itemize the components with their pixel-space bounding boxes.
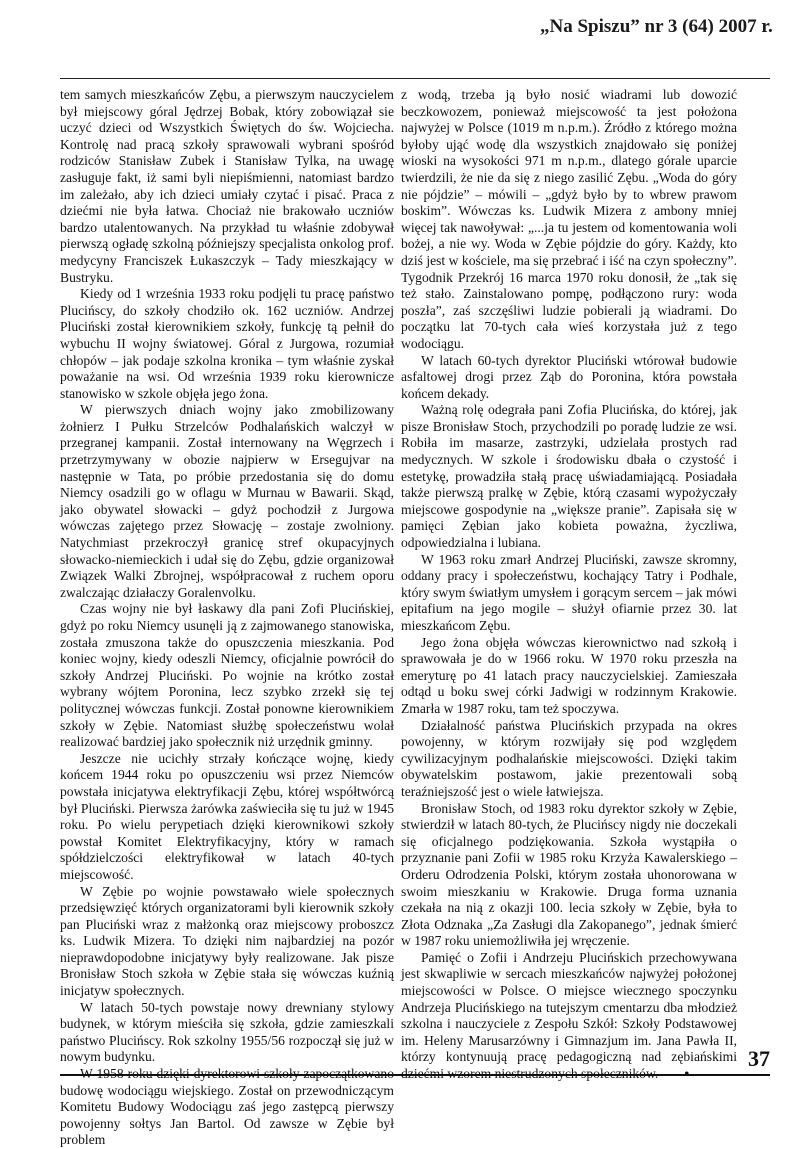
paragraph-text: Pamięć o Zofii i Andrzeju Plucińskich przechowywana jest skwapliwie w sercach mieszkańców najwyżej położonej miejscowości w Polsce. O miejsce wiecznego spoczynku Andrzeja Plucińskiego na tutejszym cmentarzu dba młodzież szkolna i nauczyciele z Zespołu Szkół: Szkoły Podstawowej im. Heleny Marusarzówny i Gimnazjum im. Jana Pawła II, którzy kontynuują pracę pedagogiczną nad zębiańskimi dziećmi wzorem niestrudzonych społeczników. (401, 949, 737, 1082)
paragraph: Jeszcze nie ucichły strzały kończące wojnę, kiedy końcem 1944 roku po opuszczeniu wsi przez Niemców powstała inicjatywa elektryfikacji Zębu, której współtwórcą był Pluciński. Pierwsza żarówka zaświeciła się tu już w 1945 roku. Po wielu perypetiach dzięki kierownikowi szkoły powstał Komitet Elektryfikacyjny, który w ramach spółdzielczości elektryfikował w latach 40-tych miejscowość. (60, 750, 394, 882)
paragraph: Działalność państwa Plucińskich przypada na okres powojenny, w którym rozwijały się pod względem cywilizacyjnym podhalańskie miejscowości. Dzięki takim obywatelskim postawom, jakie prezentowali sobą teraźniejszość jest o wiele łatwiejsza. (401, 717, 737, 799)
paragraph: Ważną rolę odegrała pani Zofia Plucińska, do której, jak pisze Bronisław Stoch, przychodzili po poradę ludzie ze wsi. Robiła im masarze, zastrzyki, udzielała prostych rad medycznych. W szkole i środowisku dbała o czystość i estetykę, prowadziła stałą pracę uświadamiającą. Posiadała także pierwszą pralkę w Zębie, którą czasami wypożyczały miejscowe gospodynie na „większe pranie”. Zapisała się w pamięci Zębian jako kobieta poważna, życzliwa, odpowiedzialna i lubiana. (401, 402, 737, 551)
paragraph: W latach 60-tych dyrektor Pluciński wtórował budowie asfaltowej drogi przez Ząb do Poronina, która powstała końcem dekady. (401, 352, 737, 401)
paragraph: Bronisław Stoch, od 1983 roku dyrektor szkoły w Zębie, stwierdził w latach 80-tych, że Plucińscy nigdy nie doczekali się oficjalnego podziękowania. Szkoła wystąpiła o przyznanie pani Zofii w 1985 roku Krzyża Kawalerskiego – Orderu Odrodzenia Polski, którym została uhonorowana w swoim mieszkaniu w Krakowie. Druga forma uznania czekała na nią z okazji 100. lecia szkoły w Zębie, była to Złota Odznaka „Za Zasługi dla Zakopanego”, jednak śmierć w 1987 roku uniemożliwiła jej wręczenie. (401, 800, 737, 949)
end-of-article-mark: • (684, 1066, 690, 1082)
paragraph: W Zębie po wojnie powstawało wiele społecznych przedsięwzięć których organizatorami byli kierownik szkoły pan Pluciński wraz z małżonką oraz miejscowy proboszcz ks. Ludwik Mizera. To dzięki nim najbardziej na pozór nieprawdopodobne inicjatywy były realizowane. Jak pisze Bronisław Stoch szkoła w Zębie stała się wówczas kuźnią inicjatyw społecznych. (60, 883, 394, 999)
paragraph: z wodą, trzeba ją było nosić wiadrami lub dowozić beczkowozem, ponieważ miejscowość ta jest położona najwyżej w Polsce (1019 m n.p.m.). Źródło z którego można byłoby ująć wodę dla wszystkich znajdowało się poniżej wioski na wysokości 971 m n.p.m., dlatego górale uparcie twierdzili, że nie da się z niego zasilić Zębu. „Woda do góry nie pójdzie” – mówili – „gdyż było by to wbrew prawom boskim”. Wówczas ks. Ludwik Mizera z ambony mniej więcej tak nawoływał: „...ja tu jestem od komentowania woli bożej, a nie wy. Woda w Zębie pójdzie do góry. Każdy, kto dziś jest w kościele, ma się przebrać i iść na czyn społeczny”. Tygodnik Przekrój 16 marca 1970 roku donosił, że „tak się też stało. Zainstalowano pompę, podłączono rury: woda poszła”, zaś szczęśliwi ludzie pobierali ją wiadrami. Do początku lat 70-tych cała wieś korzystała już z tego wodociągu. (401, 87, 737, 351)
paragraph: Czas wojny nie był łaskawy dla pani Zofi Plucińskiej, gdyż po roku Niemcy usunęli ją z zajmowanego stanowiska, została zmuszona także do opuszczenia mieszkania. Pod koniec wojny, kiedy odeszli Niemcy, oficjalnie powrócił do szkoły Andrzej Pluciński. Po wojnie na krótko został wybrany wójtem Poronina, lecz szybko zrzekł się tej politycznej wówczas funkcji. Został ponowne kierownikiem szkoły w Zębie. Natomiast służbę społeczeństwu wolał realizować bardziej jako społecznik niż urzędnik gminny. (60, 601, 394, 750)
footer-rule (60, 1074, 770, 1076)
paragraph: Kiedy od 1 września 1933 roku podjęli tu pracę państwo Plucińscy, do szkoły chodziło ok. 162 uczniów. Andrzej Pluciński został kierownikiem szkoły, funkcję tą pełnił do wybuchu II wojny światowej. Góral z Jurgowa, rozumiał chłopów – jak podaje szkolna kronika – tym właśnie zyskał poważanie na wsi. Od września 1939 roku kierownicze stanowisko w szkole objęła jego żona. (60, 286, 394, 401)
paragraph: W 1963 roku zmarł Andrzej Pluciński, zawsze skromny, oddany pracy i społeczeństwu, kochający Tatry i Podhale, który swym światłym umysłem i gorącym sercem – jak mówi epitafium na jego mogile – służył ofiarnie przez 30. lat mieszkańcom Zębu. (401, 551, 737, 633)
running-header: „Na Spiszu” nr 3 (64) 2007 r. (540, 16, 773, 37)
paragraph: tem samych mieszkańców Zębu, a pierwszym nauczycielem był miejscowy góral Jędrzej Bobak, który zobowiązał sie uczyć dzieci od Wszystkich Świętych do św. Wojciecha. Kontrolę nad pracą szkoły sprawowali wybrani spośród rodziców Stanisław Zubek i Stanisław Tylka, na uwagę zasługuje fakt, iż sami byli niepiśmienni, natomiast bardzo im zależało, aby ich dzieci umiały czytać i pisać. Praca z dziećmi nie była łatwa. Chociaż nie brakowało uczniów bardzo utalentowanych. Na przykład tu właśnie zdobywał pierwszą ogładę szkolną późniejszy specjalista onkolog prof. medycyny Franciszek Łukaszczyk – Tady mieszkający w Bustryku. (60, 87, 394, 285)
paragraph-last (401, 950, 737, 1083)
paragraph: Jego żona objęła wówczas kierownictwo nad szkołą i sprawowała je do w 1966 roku. W 1970 roku przeszła na emeryturę po 41 latach pracy nauczycielskiej. Zamieszała odtąd u boku swej córki Jadwigi w rodzinnym Krakowie. Zmarła w 1987 roku, tam też spoczywa. (401, 634, 737, 716)
page-number: 37 (748, 1046, 770, 1071)
left-column (60, 87, 394, 1149)
paragraph: W pierwszych dniach wojny jako zmobilizowany żołnierz I Pułku Strzelców Podhalańskich walczył w przegranej kampanii. Został internowany na Węgrzech i przetrzymywany w obozie najpierw w Erseguјvar na następnie w Tata, po próbie przedostania się do domu Niemcy osadzili go w oflagu w Murnau w Bawarii. Skąd, jako obywatel słowacki – gdyż pochodził z Jurgowa wówczas zajętego przez Słowację – zostaje zwolniony. Natychmiast przekroczył granicę stref okupacyjnych słowacko-niemieckich i udał się do Zębu, gdzie organizował Związek Walki Zbrojnej, współpracował z ruchem oporu zwalczając działaczy Goralenvolku. (60, 402, 394, 600)
paragraph: W 1958 roku dzięki dyrektorowi szkoły zapoczątkowano budowę wodociągu wiejskiego. Został on przewodniczącym Komitetu Budowy Wodociągu zaś jego zastępcą pierwszy powojenny sołtys Jan Bartol. Od zawsze w Zębie był problem (60, 1066, 394, 1148)
right-column (401, 87, 737, 1083)
paragraph: W latach 50-tych powstaje nowy drewniany stylowy budynek, w którym mieściła się szkoła, gdzie zamieszkali państwo Plucińscy. Rok szkolny 1955/56 rozpoczął się już w nowym budynku. (60, 999, 394, 1065)
header-rule (60, 78, 770, 79)
